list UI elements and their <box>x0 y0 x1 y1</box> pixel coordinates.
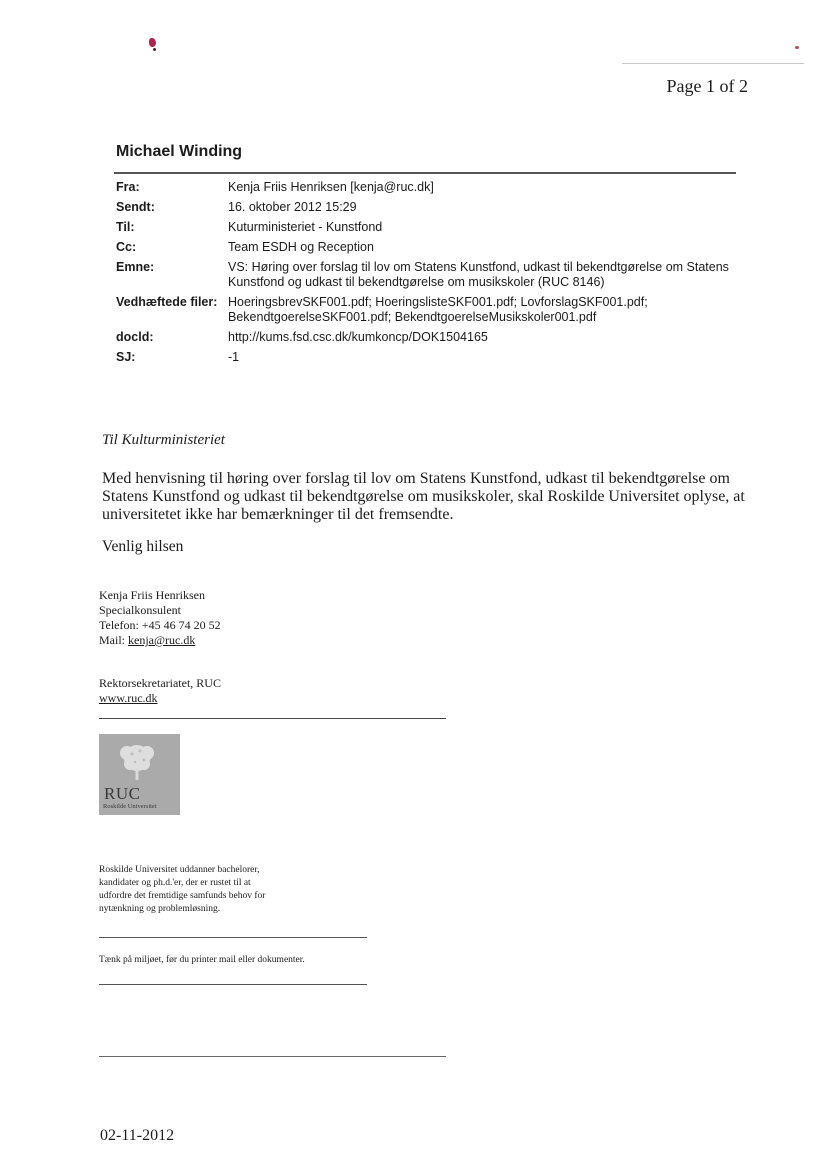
footer-divider <box>99 937 367 938</box>
tree-icon <box>114 740 160 784</box>
meta-value: -1 <box>228 350 240 364</box>
eco-note: Tænk på miljøet, før du printer mail eller dokumenter. <box>99 955 305 965</box>
scan-speck <box>795 46 799 49</box>
meta-row-attachments <box>116 295 756 325</box>
meta-value: Kenja Friis Henriksen [kenja@ruc.dk] <box>228 180 434 194</box>
letter-greeting: Til Kulturministeriet <box>102 432 225 448</box>
tagline-line: nytænkning og problemløsning. <box>99 904 221 914</box>
website-link[interactable]: www.ruc.dk <box>99 691 158 705</box>
scan-speck <box>149 38 156 47</box>
department-block <box>99 676 221 706</box>
tagline-line: Roskilde Universitet uddanner bachelorer, <box>99 865 260 875</box>
logo-subtext: Roskilde Universitet <box>103 803 157 810</box>
signature-phone: Telefon: +45 46 74 20 52 <box>99 618 221 632</box>
mail-prefix: Mail: <box>99 633 128 647</box>
meta-value: VS: Høring over forslag til lov om Statens Kunstfond, udkast til bekendtgørelse om Statens Kunstfond og udkast til bekendtgørelse om musikskoler (RUC 8146) <box>228 260 729 289</box>
mail-link[interactable]: kenja@ruc.dk <box>128 633 196 647</box>
meta-label: SJ: <box>116 350 136 364</box>
signature-mail-line <box>99 633 221 648</box>
tagline-line: udfordre det fremtidige samfunds behov for <box>99 891 266 901</box>
footer-divider <box>99 1056 446 1057</box>
signature-title: Specialkonsulent <box>99 603 181 617</box>
department-name: Rektorsekretariatet, RUC <box>99 676 221 690</box>
ruc-logo <box>99 734 180 815</box>
footer-divider <box>99 984 367 985</box>
letter-closing: Venlig hilsen <box>102 538 184 555</box>
meta-value: http://kums.fsd.csc.dk/kumkoncp/DOK1504165 <box>228 330 488 344</box>
header-divider <box>114 172 736 174</box>
meta-row-sj <box>116 350 756 365</box>
logo-text: RUC <box>104 784 141 803</box>
meta-row-from <box>116 180 756 195</box>
meta-value: Team ESDH og Reception <box>228 240 374 254</box>
university-tagline <box>99 864 265 916</box>
meta-row-sent <box>116 200 756 215</box>
meta-label: Sendt: <box>116 200 155 214</box>
meta-label: Fra: <box>116 180 140 194</box>
meta-row-cc <box>116 240 756 255</box>
meta-value: Kuturministeriet - Kunstfond <box>228 220 383 234</box>
signature-divider <box>99 718 446 719</box>
meta-label: Cc: <box>116 240 137 254</box>
letter-body: Med henvisning til høring over forslag til lov om Statens Kunstfond, udkast til bekendtgørelse om Statens Kunstfond og udkast til bekendtgørelse om musikskoler, skal Roskilde Universitet oplyse, at universitetet ikke har bemærkninger til det fremsendte. <box>102 470 745 523</box>
top-rule <box>622 63 804 64</box>
meta-row-subject <box>116 260 756 290</box>
signature-block <box>99 588 221 648</box>
signature-name: Kenja Friis Henriksen <box>99 588 205 602</box>
scan-speck <box>153 48 156 51</box>
page-number: Page 1 of 2 <box>666 76 748 96</box>
email-metadata <box>116 180 756 370</box>
meta-value: 16. oktober 2012 15:29 <box>228 200 357 214</box>
meta-row-docid <box>116 330 756 345</box>
meta-label: Til: <box>116 220 135 234</box>
meta-label: Vedhæftede filer: <box>116 295 218 309</box>
meta-label: Emne: <box>116 260 155 274</box>
print-date: 02-11-2012 <box>100 1127 175 1144</box>
meta-value: HoeringsbrevSKF001.pdf; HoeringslisteSKF001.pdf; LovforslagSKF001.pdf; BekendtgoerelseSKF001.pdf; BekendtgoerelseMusikskoler001.pdf <box>228 295 648 324</box>
sender-name: Michael Winding <box>116 143 243 160</box>
meta-label: docld: <box>116 330 154 344</box>
meta-row-to <box>116 220 756 235</box>
tagline-line: kandidater og ph.d.'er, der er rustet til at <box>99 878 251 888</box>
